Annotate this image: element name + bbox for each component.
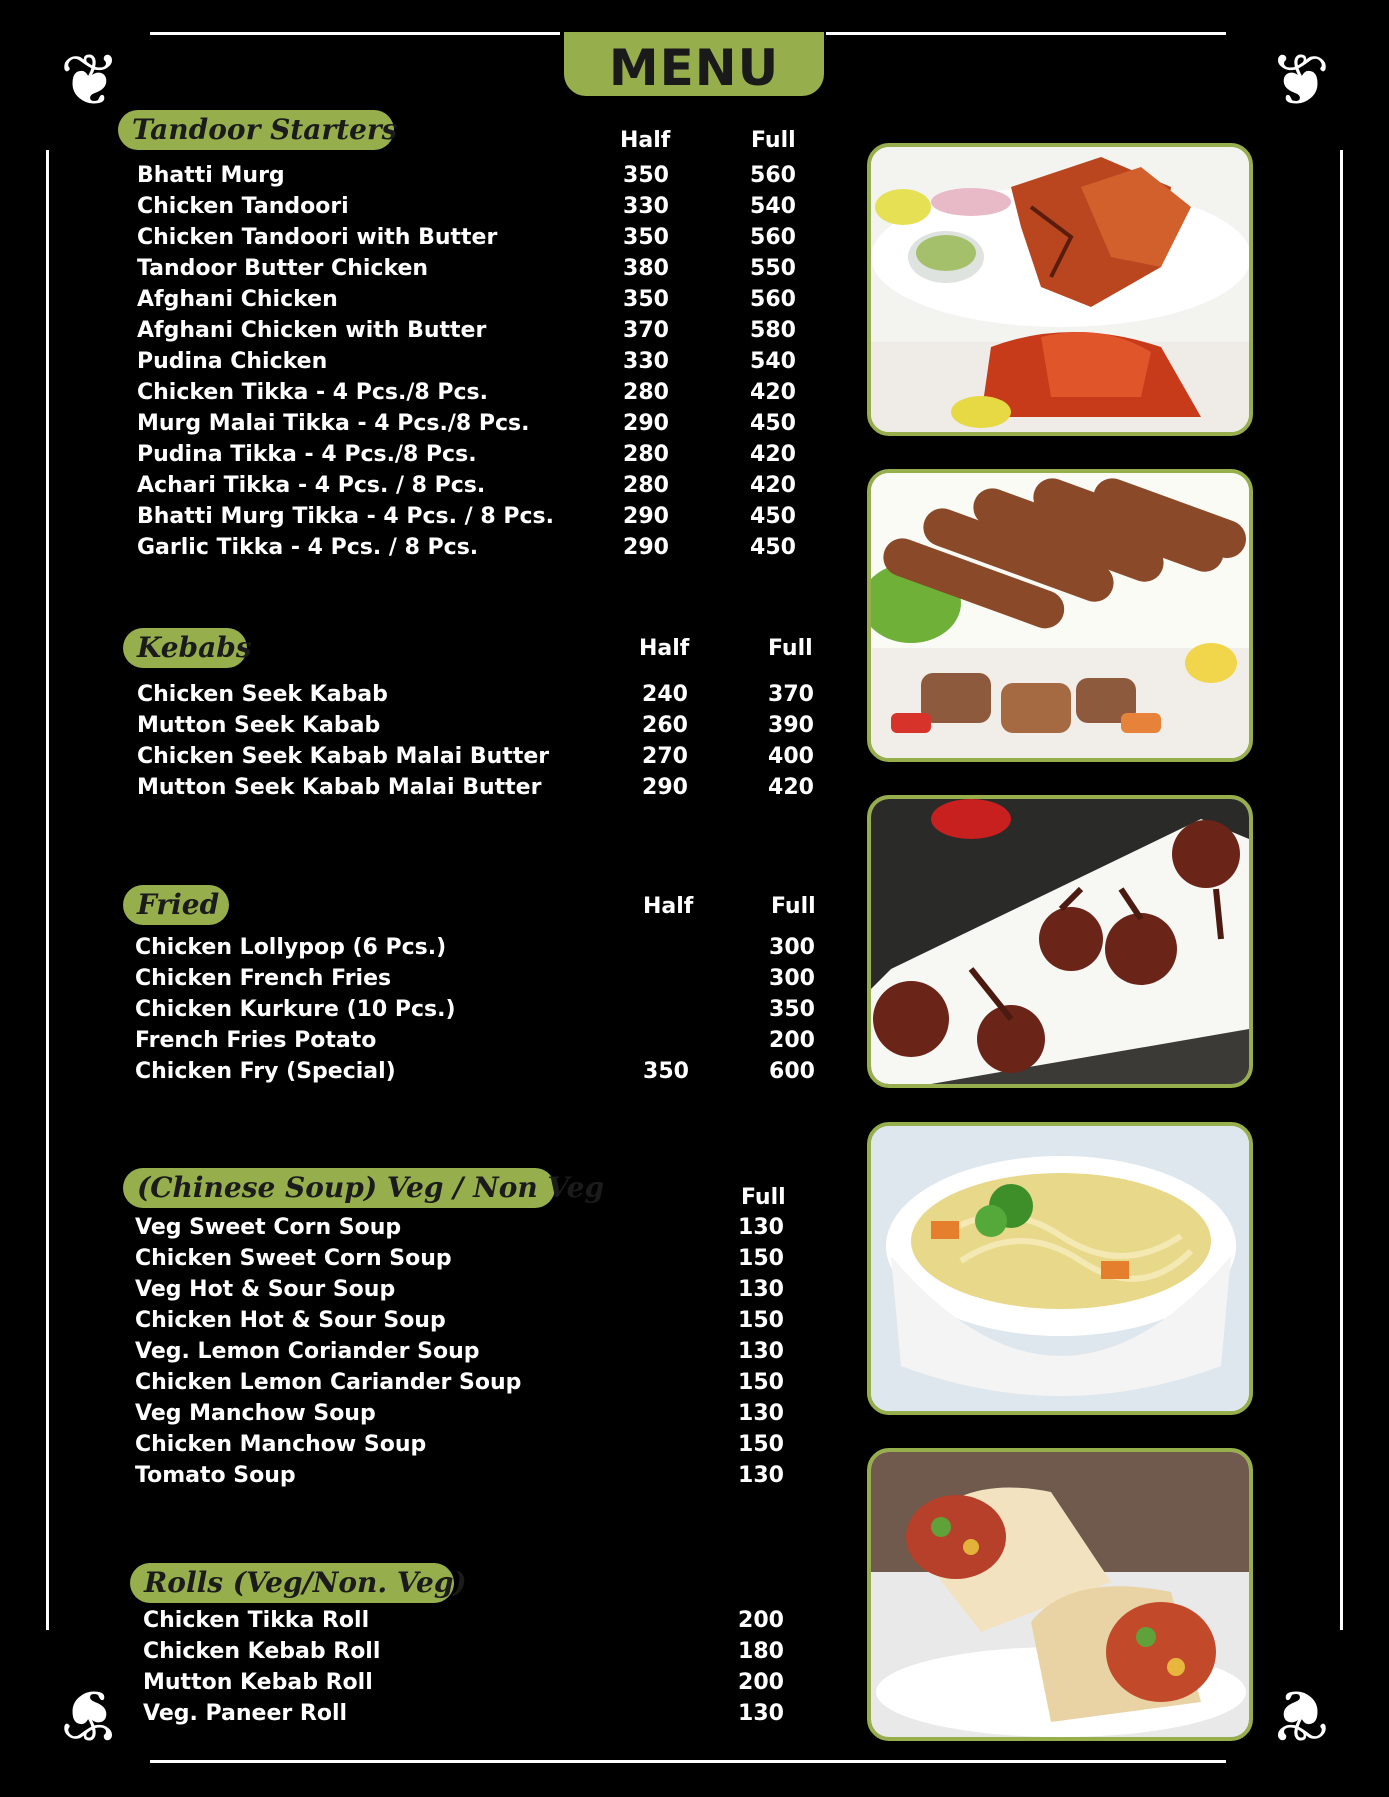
menu-item-full-price: 420: [750, 473, 796, 498]
menu-item-full-price: 540: [750, 194, 796, 219]
menu-item-row: [137, 411, 837, 442]
menu-item-row: [135, 997, 835, 1028]
menu-item-row: [137, 535, 837, 566]
tandoor-full-header: Full: [751, 128, 796, 153]
menu-item-row: [137, 380, 837, 411]
soup-item-list: [135, 1215, 835, 1494]
menu-item-full-price: 560: [750, 225, 796, 250]
menu-item-full-price: 560: [750, 287, 796, 312]
menu-item-row: [135, 935, 835, 966]
menu-item-full-price: 130: [738, 1463, 784, 1488]
menu-item-full-price: 300: [769, 935, 815, 960]
menu-item-full-price: 540: [750, 349, 796, 374]
menu-item-name: Chicken Tikka Roll: [143, 1608, 370, 1633]
menu-item-name: Veg. Lemon Coriander Soup: [135, 1339, 480, 1364]
section-title-rolls: Rolls (Veg/Non. Veg): [130, 1563, 454, 1603]
chicken-lollypop-photo: [867, 795, 1253, 1088]
menu-item-row: [137, 225, 837, 256]
menu-item-full-price: 130: [738, 1277, 784, 1302]
menu-item-row: [143, 1701, 843, 1732]
fried-half-header: Half: [643, 894, 694, 919]
menu-item-name: Tomato Soup: [135, 1463, 296, 1488]
tandoor-half-header: Half: [620, 128, 671, 153]
menu-item-row: [137, 287, 837, 318]
menu-item-row: [137, 349, 837, 380]
noodle-soup-photo: [867, 1122, 1253, 1415]
kebabs-full-header: Full: [768, 636, 813, 661]
menu-item-name: Pudina Chicken: [137, 349, 328, 374]
menu-item-full-price: 180: [738, 1639, 784, 1664]
menu-item-full-price: 150: [738, 1308, 784, 1333]
menu-item-row: [137, 682, 837, 713]
menu-item-name: Chicken Tandoori: [137, 194, 349, 219]
menu-item-name: Tandoor Butter Chicken: [137, 256, 429, 281]
menu-item-row: [137, 194, 837, 225]
menu-item-name: Chicken Kebab Roll: [143, 1639, 381, 1664]
menu-item-full-price: 390: [768, 713, 814, 738]
menu-item-half-price: 350: [643, 1059, 689, 1084]
menu-item-row: [137, 318, 837, 349]
menu-title: MENU: [564, 32, 824, 96]
menu-item-name: Mutton Kebab Roll: [143, 1670, 373, 1695]
menu-item-name: Chicken Hot & Sour Soup: [135, 1308, 446, 1333]
menu-item-row: [137, 163, 837, 194]
menu-item-full-price: 300: [769, 966, 815, 991]
menu-item-full-price: 370: [768, 682, 814, 707]
menu-item-full-price: 420: [768, 775, 814, 800]
menu-item-row: [137, 713, 837, 744]
menu-item-name: Chicken Kurkure (10 Pcs.): [135, 997, 456, 1022]
menu-item-full-price: 130: [738, 1339, 784, 1364]
menu-item-name: Chicken French Fries: [135, 966, 392, 991]
frame-top-left: [150, 32, 560, 35]
menu-item-full-price: 450: [750, 411, 796, 436]
menu-item-half-price: 350: [623, 225, 669, 250]
frame-left: [46, 150, 49, 1630]
menu-item-row: [135, 966, 835, 997]
menu-item-half-price: 350: [623, 287, 669, 312]
menu-item-row: [135, 1432, 835, 1463]
menu-item-row: [137, 256, 837, 287]
menu-item-full-price: 200: [738, 1670, 784, 1695]
menu-item-name: Afghani Chicken with Butter: [137, 318, 487, 343]
menu-item-half-price: 280: [623, 442, 669, 467]
menu-item-name: Achari Tikka - 4 Pcs. / 8 Pcs.: [137, 473, 486, 498]
menu-item-full-price: 550: [750, 256, 796, 281]
menu-item-name: Garlic Tikka - 4 Pcs. / 8 Pcs.: [137, 535, 479, 560]
menu-item-name: Mutton Seek Kabab Malai Butter: [137, 775, 542, 800]
tandoori-chicken-photo: [867, 143, 1253, 436]
menu-item-half-price: 350: [623, 163, 669, 188]
menu-item-full-price: 150: [738, 1370, 784, 1395]
menu-item-half-price: 260: [642, 713, 688, 738]
menu-item-full-price: 400: [768, 744, 814, 769]
frame-top-right: [826, 32, 1226, 35]
kebabs-item-list: [137, 682, 837, 806]
menu-item-full-price: 130: [738, 1701, 784, 1726]
menu-item-full-price: 150: [738, 1246, 784, 1271]
menu-item-row: [137, 744, 837, 775]
menu-item-row: [135, 1028, 835, 1059]
frame-right: [1340, 150, 1343, 1630]
menu-item-full-price: 560: [750, 163, 796, 188]
menu-item-name: Chicken Lemon Cariander Soup: [135, 1370, 522, 1395]
menu-item-name: Chicken Lollypop (6 Pcs.): [135, 935, 447, 960]
menu-item-row: [135, 1215, 835, 1246]
menu-item-half-price: 290: [623, 504, 669, 529]
section-title-kebabs: Kebabs: [123, 628, 247, 668]
menu-item-half-price: 280: [623, 380, 669, 405]
menu-item-full-price: 130: [738, 1401, 784, 1426]
menu-item-row: [135, 1277, 835, 1308]
seekh-kebab-photo: [867, 469, 1253, 762]
menu-item-row: [135, 1339, 835, 1370]
menu-item-half-price: 290: [642, 775, 688, 800]
menu-item-row: [135, 1246, 835, 1277]
fried-item-list: [135, 935, 835, 1090]
soup-full-header: Full: [741, 1185, 786, 1210]
menu-item-full-price: 350: [769, 997, 815, 1022]
menu-item-row: [135, 1370, 835, 1401]
menu-item-half-price: 280: [623, 473, 669, 498]
menu-item-name: Afghani Chicken: [137, 287, 338, 312]
menu-item-name: Bhatti Murg: [137, 163, 285, 188]
menu-item-name: Chicken Tandoori with Butter: [137, 225, 498, 250]
ornament-top-right-icon: ❦: [1269, 38, 1331, 122]
menu-item-row: [137, 442, 837, 473]
frame-bottom: [150, 1760, 1226, 1763]
menu-item-row: [135, 1308, 835, 1339]
menu-item-name: Chicken Sweet Corn Soup: [135, 1246, 452, 1271]
menu-item-full-price: 420: [750, 380, 796, 405]
menu-item-name: Chicken Tikka - 4 Pcs./8 Pcs.: [137, 380, 488, 405]
menu-item-name: Chicken Manchow Soup: [135, 1432, 427, 1457]
menu-item-full-price: 200: [769, 1028, 815, 1053]
menu-item-row: [143, 1670, 843, 1701]
menu-item-name: Veg. Paneer Roll: [143, 1701, 348, 1726]
menu-item-name: Pudina Tikka - 4 Pcs./8 Pcs.: [137, 442, 477, 467]
menu-item-name: Veg Hot & Sour Soup: [135, 1277, 396, 1302]
menu-item-row: [143, 1639, 843, 1670]
wrap-roll-photo: [867, 1448, 1253, 1741]
menu-item-full-price: 420: [750, 442, 796, 467]
menu-item-row: [137, 473, 837, 504]
menu-item-full-price: 150: [738, 1432, 784, 1457]
section-title-chinese-soup: (Chinese Soup) Veg / Non Veg: [123, 1168, 555, 1208]
ornament-bottom-left-icon: ❦: [59, 1673, 121, 1757]
menu-item-half-price: 380: [623, 256, 669, 281]
menu-item-half-price: 270: [642, 744, 688, 769]
menu-item-row: [143, 1608, 843, 1639]
menu-item-row: [137, 775, 837, 806]
menu-item-full-price: 580: [750, 318, 796, 343]
menu-item-name: Murg Malai Tikka - 4 Pcs./8 Pcs.: [137, 411, 530, 436]
menu-item-row: [135, 1401, 835, 1432]
menu-item-full-price: 200: [738, 1608, 784, 1633]
menu-item-name: Chicken Seek Kabab Malai Butter: [137, 744, 550, 769]
ornament-top-left-icon: ❦: [59, 38, 121, 122]
kebabs-half-header: Half: [639, 636, 690, 661]
menu-item-row: [135, 1463, 835, 1494]
menu-item-half-price: 330: [623, 194, 669, 219]
section-title-fried: Fried: [123, 885, 229, 925]
section-title-tandoor-starters: Tandoor Starters: [118, 110, 394, 150]
menu-item-half-price: 370: [623, 318, 669, 343]
ornament-bottom-right-icon: ❦: [1269, 1673, 1331, 1757]
menu-item-half-price: 290: [623, 411, 669, 436]
menu-item-full-price: 600: [769, 1059, 815, 1084]
menu-item-full-price: 450: [750, 504, 796, 529]
fried-full-header: Full: [771, 894, 816, 919]
menu-item-name: Bhatti Murg Tikka - 4 Pcs. / 8 Pcs.: [137, 504, 554, 529]
menu-item-row: [137, 504, 837, 535]
menu-item-name: Chicken Seek Kabab: [137, 682, 388, 707]
menu-item-half-price: 290: [623, 535, 669, 560]
menu-item-name: French Fries Potato: [135, 1028, 377, 1053]
menu-item-full-price: 450: [750, 535, 796, 560]
rolls-item-list: [143, 1608, 843, 1732]
menu-item-name: Chicken Fry (Special): [135, 1059, 396, 1084]
menu-item-full-price: 130: [738, 1215, 784, 1240]
menu-item-half-price: 330: [623, 349, 669, 374]
menu-item-half-price: 240: [642, 682, 688, 707]
menu-item-name: Mutton Seek Kabab: [137, 713, 381, 738]
menu-item-name: Veg Sweet Corn Soup: [135, 1215, 402, 1240]
menu-item-row: [135, 1059, 835, 1090]
tandoor-item-list: [137, 163, 837, 566]
menu-item-name: Veg Manchow Soup: [135, 1401, 376, 1426]
